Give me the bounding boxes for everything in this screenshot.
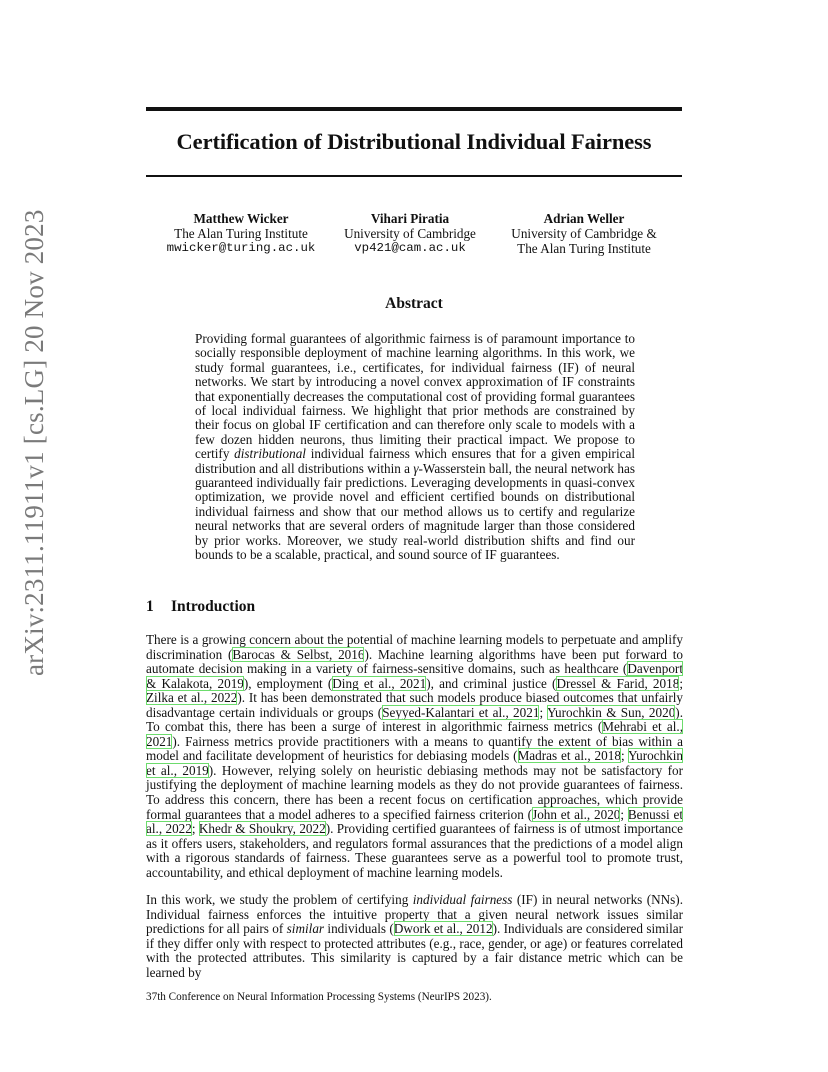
citation-link[interactable]: Dwork et al., 2012	[393, 921, 493, 937]
body-text-run: (IF) in neural networks (NNs). Individual fairness enforces the intuitive property that a given neural network issues similar predictions for all pairs of	[146, 892, 683, 937]
title-bottom-rule	[146, 175, 682, 177]
body-text-run: There is a growing concern about the potential of machine learning models to perpetuate and amplify discrimination (	[146, 632, 683, 662]
paragraph-text	[146, 633, 683, 880]
author-affiliation: University of Cambridge &	[511, 226, 657, 242]
author-name: Vihari Piratia	[370, 211, 450, 226]
body-text-run: ). Machine learning algorithms have been put forward to automate decision making in a variety of fairness-sensitive domains, such as healthcare (	[146, 646, 684, 677]
body-text-run: ;	[620, 806, 628, 822]
body-text-run: ). It has been demonstrated that such models produce biased outcomes that unfairly disadvantage certain individuals or groups (	[146, 690, 683, 720]
abstract-text: -Wasserstein ball, the neural network has guaranteed individually fair predictions. Leveraging developments in quasi-convex optimization, we provide novel and efficient certified bounds on distributional individual fairness and show that our method allows us to certify and regularize neural networks that are several orders of magnitude larger than those considered by prior works. Moreover, we study real-world distribution shifts and find our bounds to be a scalable, practical, and sound source of IF guarantees.	[195, 460, 635, 563]
body-text-run: individuals (	[324, 921, 394, 937]
body-text-run: ;	[679, 675, 683, 691]
conference-footer: 37th Conference on Neural Information Processing Systems (NeurIPS 2023).	[146, 991, 492, 1003]
abstract-text: individual fairness which ensures that for a given empirical distribution and all distributions within a	[195, 446, 635, 476]
body-text-run: ). Providing certified guarantees of fairness is of utmost importance as it offers users, stakeholders, and regulators formal assurances that the predictions of a model align with a rigorous standards of fairness. These guarantees serve as a powerful tool to promote trust, accountability, and ethical deployment of machine learning models.	[146, 821, 683, 880]
body-text-run: ). Individuals are considered similar if they differ only with respect to protected attributes (e.g., race, gender, or age) or features correlated with the protected attributes. This similarity is captured by a fair distance metric which can be learned by	[146, 921, 683, 980]
emphasis-text: similar	[286, 921, 325, 937]
body-text-run: ). Fairness metrics provide practitioners with a means to quantify the extent of bias within a model and facilitate development of heuristics for debiasing models (	[146, 733, 683, 764]
author-affiliation: The Alan Turing Institute	[517, 241, 651, 257]
abstract-heading: Abstract	[385, 295, 443, 312]
paper-title: Certification of Distributional Individual Fairness	[176, 129, 652, 154]
abstract-body	[195, 332, 635, 563]
author-email[interactable]: vp421@cam.ac.uk	[354, 241, 466, 256]
emphasis-text: individual fairness	[412, 892, 513, 907]
citation-link[interactable]: Yurochkin & Sun, 2020	[546, 704, 676, 720]
paragraph-text	[146, 893, 683, 980]
body-text-run: ;	[191, 821, 199, 837]
citation-link[interactable]: Ding et al., 2021	[332, 675, 427, 691]
citation-link[interactable]: Dressel & Farid, 2018	[556, 675, 680, 691]
citation-link[interactable]: Barocas & Selbst, 2016	[232, 646, 365, 662]
citation-link[interactable]: Mehrabi et al., 2021	[146, 719, 683, 749]
author-2	[334, 211, 486, 257]
author-name: Adrian Weller	[543, 211, 625, 226]
section-title: Introduction	[171, 598, 256, 615]
author-3	[502, 211, 666, 257]
author-email[interactable]: mwicker@turing.ac.uk	[166, 241, 316, 256]
citation-link[interactable]: Madras et al., 2018	[517, 748, 621, 764]
citation-link[interactable]: Benussi et al., 2022	[146, 806, 683, 837]
body-text-run: ). However, relying solely on heuristic debiasing methods may not be satisfactory for justifying the deployment of machine learning models as they do not provide guarantees of fairness. To address this concern, there has been a recent focus on certification approaches, which provide formal guarantees that a model adheres to a specified fairness criterion (	[146, 762, 683, 822]
body-text-run: ;	[620, 748, 629, 764]
author-1	[160, 211, 322, 257]
citation-link[interactable]: Zilka et al., 2022	[146, 690, 238, 706]
body-text-run: ;	[539, 704, 547, 720]
author-name: Matthew Wicker	[193, 211, 289, 226]
intro-paragraph-1	[146, 633, 683, 880]
citation-link[interactable]: Yurochkin et al., 2019	[146, 748, 683, 778]
body-text-run: ), and criminal justice (	[426, 675, 557, 691]
citation-link[interactable]: Seyyed-Kalantari et al., 2021	[382, 704, 540, 720]
body-text-run: ). To combat this, there has been a surge of interest in algorithmic fairness metrics (	[146, 704, 683, 735]
body-text-run: In this work, we study the problem of certifying	[146, 892, 413, 907]
citation-link[interactable]: John et al., 2020	[532, 806, 621, 822]
author-affiliation: The Alan Turing Institute	[174, 226, 308, 242]
title-top-rule	[146, 107, 682, 111]
abstract-text: Providing formal guarantees of algorithmic fairness is of paramount importance to socially responsible deployment of machine learning algorithms. In this work, we study formal guarantees, i.e., certificates, for individual fairness (IF) of neural networks. We start by introducing a novel convex approximation of IF constraints that exponentially decreases the computational cost of providing formal guarantees of local individual fairness. We highlight that prior methods are constrained by their focus on global IF certification and can therefore only scale to models with a few dozen hidden neurons, thus limiting their practical impact. We propose to certify	[195, 331, 635, 462]
intro-paragraph-2	[146, 893, 683, 980]
section-number: 1	[146, 598, 154, 615]
author-affiliation: University of Cambridge	[344, 226, 476, 242]
section-heading	[146, 598, 255, 616]
arxiv-identifier: arXiv:2311.11911v1 [cs.LG] 20 Nov 2023	[19, 209, 49, 676]
gamma-symbol: γ	[413, 460, 419, 476]
citation-link[interactable]: Khedr & Shoukry, 2022	[198, 821, 326, 837]
abstract-emphasis: distributional	[234, 446, 306, 462]
body-text-run: ), employment (	[243, 675, 333, 691]
citation-link[interactable]: Davenport & Kalakota, 2019	[146, 661, 683, 691]
